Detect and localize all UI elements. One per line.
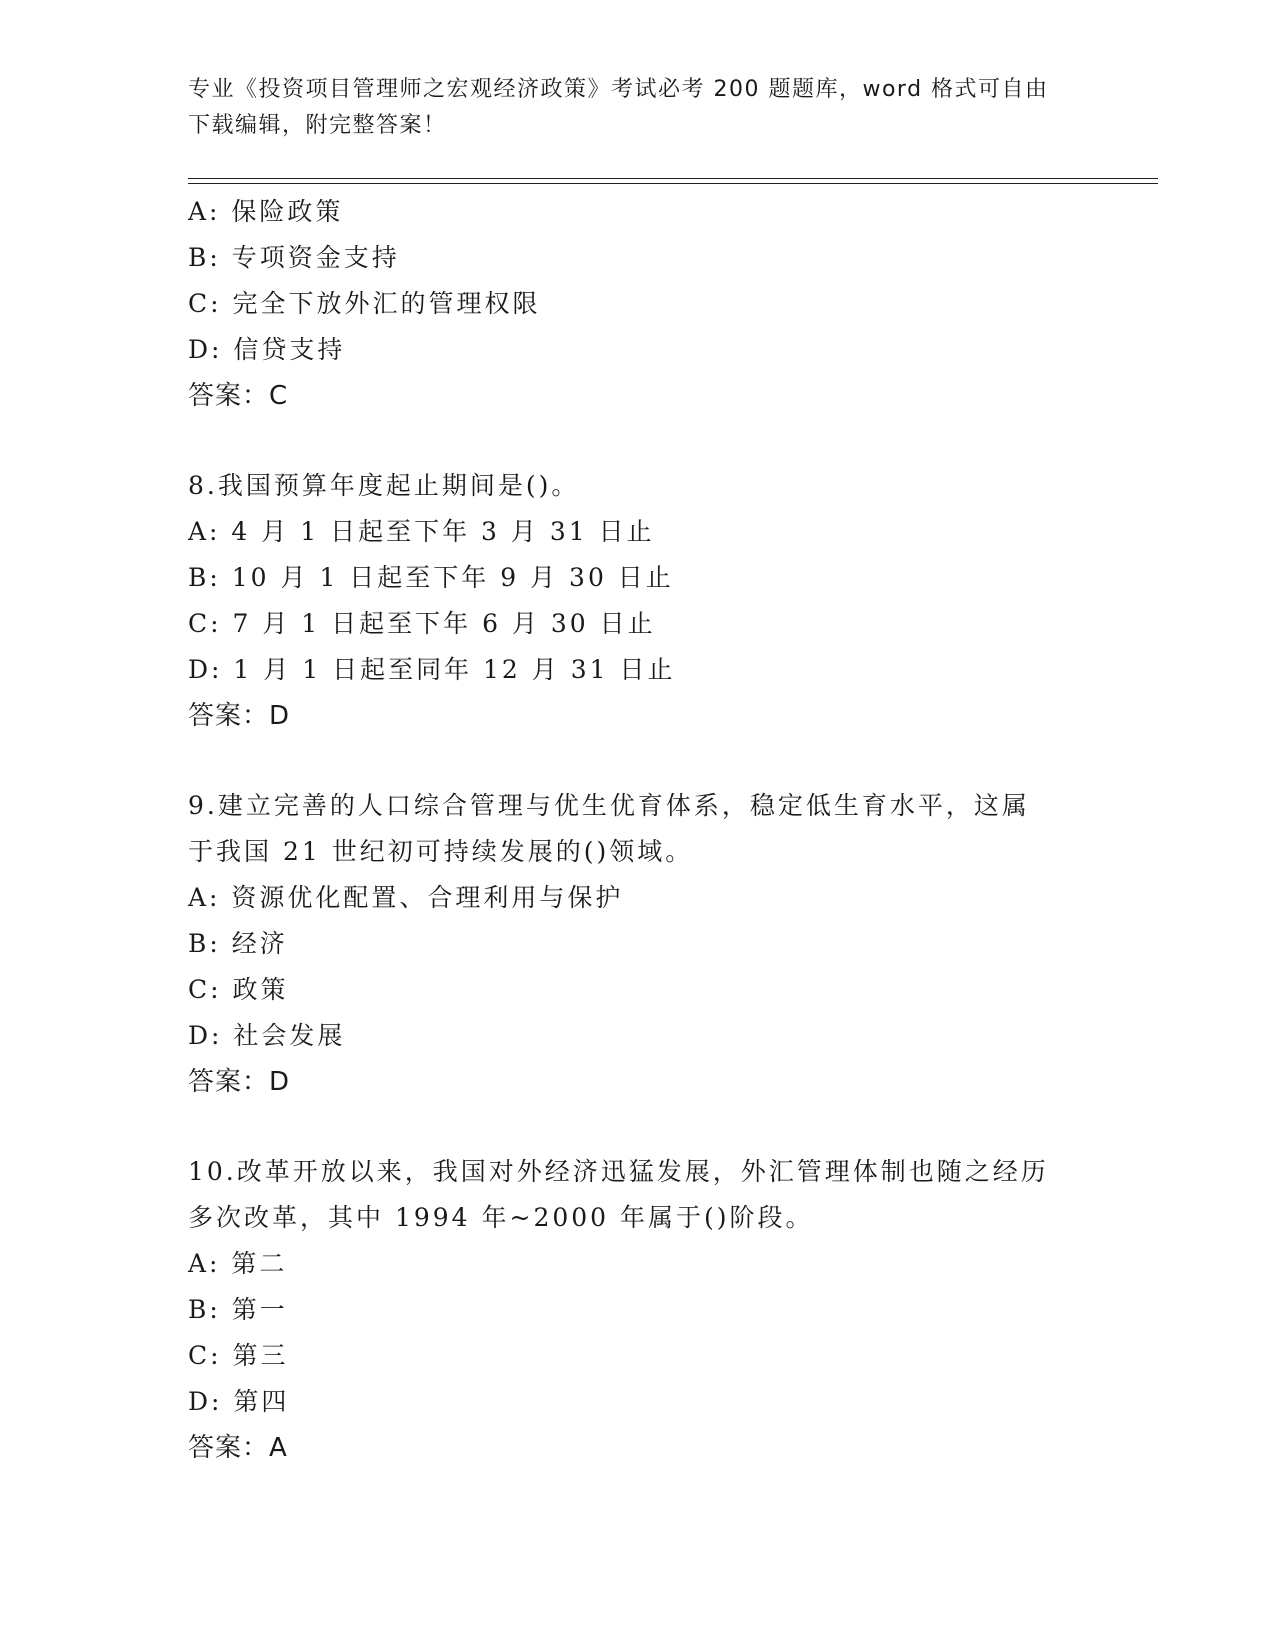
option-c: C: 政策	[188, 975, 289, 1004]
answer: 答案：A	[188, 1433, 288, 1463]
option-c: C: 完全下放外汇的管理权限	[188, 289, 541, 318]
option-b: B: 10 月 1 日起至下年 9 月 30 日止	[188, 563, 674, 592]
question-10	[188, 1149, 1148, 1471]
option-b: B: 第一	[188, 1295, 288, 1324]
question-text-line-1: 9.建立完善的人口综合管理与优生优育体系，稳定低生育水平，这属	[188, 791, 1030, 820]
header-divider-bottom	[188, 183, 1158, 184]
question-text-line-2: 于我国 21 世纪初可持续发展的()领域。	[188, 837, 694, 866]
option-d: D: 社会发展	[188, 1021, 346, 1050]
option-d: D: 1 月 1 日起至同年 12 月 31 日止	[188, 655, 676, 684]
option-a: A: 第二	[188, 1249, 288, 1278]
option-b: B: 专项资金支持	[188, 243, 400, 272]
answer: 答案：C	[188, 381, 289, 411]
option-a: A: 4 月 1 日起至下年 3 月 31 日止	[188, 517, 655, 546]
question-8	[188, 463, 1148, 739]
question-7-options	[188, 189, 1148, 419]
option-d: D: 信贷支持	[188, 335, 346, 364]
option-a: A: 保险政策	[188, 197, 344, 226]
question-9	[188, 783, 1148, 1105]
option-c: C: 7 月 1 日起至下年 6 月 30 日止	[188, 609, 656, 638]
option-c: C: 第三	[188, 1341, 289, 1370]
option-a: A: 资源优化配置、合理利用与保护	[188, 883, 624, 912]
header-divider-top	[188, 178, 1158, 179]
question-list	[188, 189, 1148, 1471]
question-text: 8.我国预算年度起止期间是()。	[188, 471, 580, 500]
option-d: D: 第四	[188, 1387, 290, 1416]
header-line-1: 专业《投资项目管理师之宏观经济政策》考试必考 200 题题库，word 格式可自由	[188, 77, 1049, 102]
question-text-line-2: 多次改革，其中 1994 年~2000 年属于()阶段。	[188, 1203, 814, 1232]
header-line-2: 下载编辑，附完整答案！	[188, 113, 447, 138]
question-text-line-1: 10.改革开放以来，我国对外经济迅猛发展，外汇管理体制也随之经历	[188, 1157, 1049, 1186]
answer: 答案：D	[188, 701, 291, 731]
document-header	[188, 72, 1088, 144]
answer: 答案：D	[188, 1067, 291, 1097]
option-b: B: 经济	[188, 929, 288, 958]
